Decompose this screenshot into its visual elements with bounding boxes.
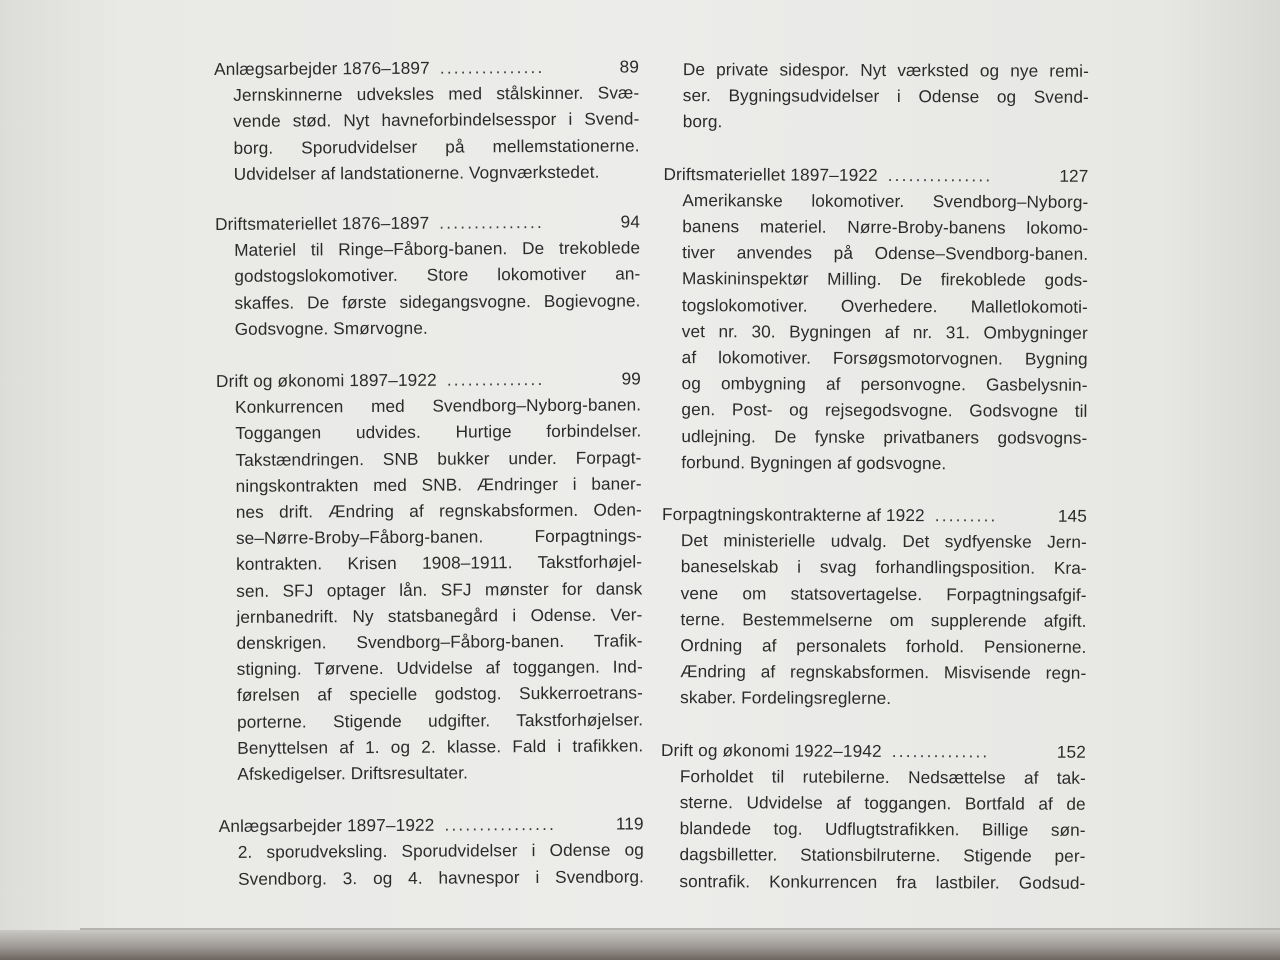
dot-leader: ............... [439,56,545,78]
toc-entry-summary [234,235,641,342]
toc-page-number: 119 [615,813,644,834]
summary-line: Ændring af regnskabsformen. Misvisende regn- [680,661,1087,684]
summary-line: 2. sporudveksling. Sporudvidelser i Odense og [237,839,644,863]
summary-line: Afskedigelser. Driftsresultater. [237,762,468,784]
toc-entry-title: Drift og økonomi 1897–1922 [215,369,437,392]
dot-leader: .............. [446,369,545,390]
toc-entry-title: Forpagtningskontrakterne af 1922 [661,504,925,526]
summary-line: Svendborg. 3. og 4. havnespor i Svendborg. [237,866,645,889]
summary-line: ser. Bygningsudvidelser i Odense og Svend- [682,85,1089,108]
toc-entry [662,161,1088,477]
toc-entry-title: Driftsmateriellet 1876–1897 [214,212,430,235]
summary-line: vende stød. Nyt havneforbindelsesspor i Svend- [233,108,640,132]
toc-entry-summary [680,527,1087,712]
summary-line: Jernskinnerne udveksles med stålskinner. Svæ- [233,82,640,106]
summary-line: porterne. Stigende udgifter. Takstforhøjelser. [237,709,644,732]
summary-line: De private sidespor. Nyt værksted og nye remi- [682,59,1089,81]
summary-line: gen. Post- og rejsegodsvogne. Godsvogne til [681,399,1088,422]
toc-entry-summary [679,763,1086,896]
toc-entry-title: Drift og økonomi 1922–1942 [660,739,882,761]
dot-leader: ......... [934,505,998,526]
toc-entry [216,365,644,787]
summary-line: Materiel til Ringe–Fåborg-banen. De trekoblede [234,237,641,261]
summary-line: skaffes. De første sidegangsvogne. Bogievogne. [234,290,641,313]
summary-line: Det ministerielle udvalg. Det sydfyenske Jern- [680,530,1087,553]
summary-line: godstogslokomotiver. Store lokomotiver an- [234,263,641,287]
toc-entry [214,53,640,187]
continued-summary [683,56,1089,136]
toc-entry-summary [238,837,644,892]
toc-right-column [660,56,1089,896]
toc-page-number: 99 [621,368,642,389]
toc-entry-summary [235,392,643,788]
toc-entry-heading [215,208,640,237]
toc-page-number: 145 [1057,505,1088,526]
summary-line: Konkurrencen med Svendborg–Nyborg-banen. [235,394,642,418]
summary-line: Ordning af personalets forhold. Pensionerne. [680,635,1087,657]
dot-leader: ............... [439,212,544,233]
summary-line: af lokomotiver. Forsøgsmotorvognen. Bygning [681,347,1088,369]
page-bottom-edge [0,930,1280,960]
toc-entry [215,208,641,342]
summary-line: Takstændringen. SNB bukker under. Forpagt- [235,447,642,470]
toc-entry [660,737,1086,896]
summary-line: Godsvogne. Smørvogne. [234,317,428,339]
summary-line: banens materiel. Nørre-Broby-banens lokomo- [682,216,1089,238]
toc-page-number: 127 [1059,165,1089,186]
toc-entry-heading [661,737,1086,765]
toc-entry-heading [219,811,644,840]
summary-line: sontrafik. Konkurrencen fra lastbiler. Godsud- [679,870,1086,893]
summary-line: Toggangen udvides. Hurtige forbindelser. [235,420,642,444]
summary-line: denskrigen. Svendborg–Fåborg-banen. Trafik- [236,630,643,653]
summary-line: udlejning. De fynske privatbaners godsvogns- [681,425,1088,448]
dot-leader: ................ [444,814,557,835]
toc-entry-summary [233,80,640,187]
summary-line: tiver anvendes på Odense–Svendborg-banen. [682,242,1089,265]
toc-entry-heading [214,53,639,82]
toc-entry-title: Driftsmateriellet 1897–1922 [663,163,878,185]
summary-line: borg. Sporudvidelser på mellemstationerne. [233,135,640,158]
summary-line: førelsen af specielle godstog. Sukkerroetrans- [236,682,643,706]
dot-leader: ............... [887,164,993,186]
summary-line: kontrakten. Krisen 1908–1911. Takstforhøjel- [236,551,643,575]
toc-entry [219,811,644,892]
toc-page-number: 94 [620,211,641,232]
summary-line: dagsbilletter. Stationsbilruterne. Stigende per- [679,844,1086,867]
summary-line: sterne. Udvidelse af toggangen. Bortfald af de [679,792,1086,814]
toc-page-number: 89 [619,56,640,77]
toc-left-column [214,53,644,891]
summary-line: Maskininspektør Milling. De firekoblede gods- [681,268,1089,291]
summary-line: og ombygning af personvogne. Gasbelysnin- [681,373,1088,396]
summary-line: Benyttelsen af 1. og 2. klasse. Fald i trafikken. [237,735,644,758]
summary-line: sen. SFJ optager lån. SFJ mønster for dansk [236,578,643,601]
summary-line: blandede tog. Udflugtstrafikken. Billige søn- [679,818,1086,841]
summary-line: togslokomotiver. Overhedere. Malletlokomoti- [681,294,1088,317]
toc-entry-title: Anlægsarbejder 1897–1922 [218,814,435,837]
summary-line: terne. Bestemmelserne om supplerende afgift. [680,608,1087,631]
summary-line: ningskontrakten med SNB. Ændringer i baner- [235,473,642,496]
toc-entry-heading [216,365,641,394]
summary-line: forbund. Bygningen af godsvogne. [681,451,947,474]
dot-leader: .............. [891,740,990,762]
summary-line: Udvidelser af landstationerne. Vognværkstedet. [233,161,600,184]
summary-line: jernbanedrift. Ny statsbanegård i Odense. Ver- [236,604,643,627]
summary-line: baneselskab i svag forhandlingsposition. Kra- [680,556,1087,579]
toc-entry [661,501,1087,712]
toc-entry-heading [662,501,1087,529]
toc-page-number: 152 [1056,741,1087,762]
summary-line: vene om statsovertagelse. Forpagtningsafgif- [680,582,1087,605]
summary-line: se–Nørre-Broby–Fåborg-banen. Forpagtnings- [235,525,642,549]
summary-line: Forholdet til rutebilerne. Nedsættelse af tak- [679,765,1086,788]
summary-line: skaber. Fordelingsreglerne. [680,687,892,709]
toc-entry-heading [663,161,1088,189]
toc-entry-title: Anlægsarbejder 1876–1897 [214,57,430,79]
summary-line: vet nr. 30. Bygningen af nr. 31. Ombygninger [681,320,1088,343]
summary-line: stigning. Tørvene. Udvidelse af toggangen. Ind- [236,656,643,680]
toc-entry-summary [681,187,1088,477]
summary-line: Amerikanske lokomotiver. Svendborg–Nyborg- [682,189,1089,212]
summary-line: nes drift. Ændring af regnskabsformen. Oden- [235,499,642,522]
summary-line: borg. [682,111,723,132]
